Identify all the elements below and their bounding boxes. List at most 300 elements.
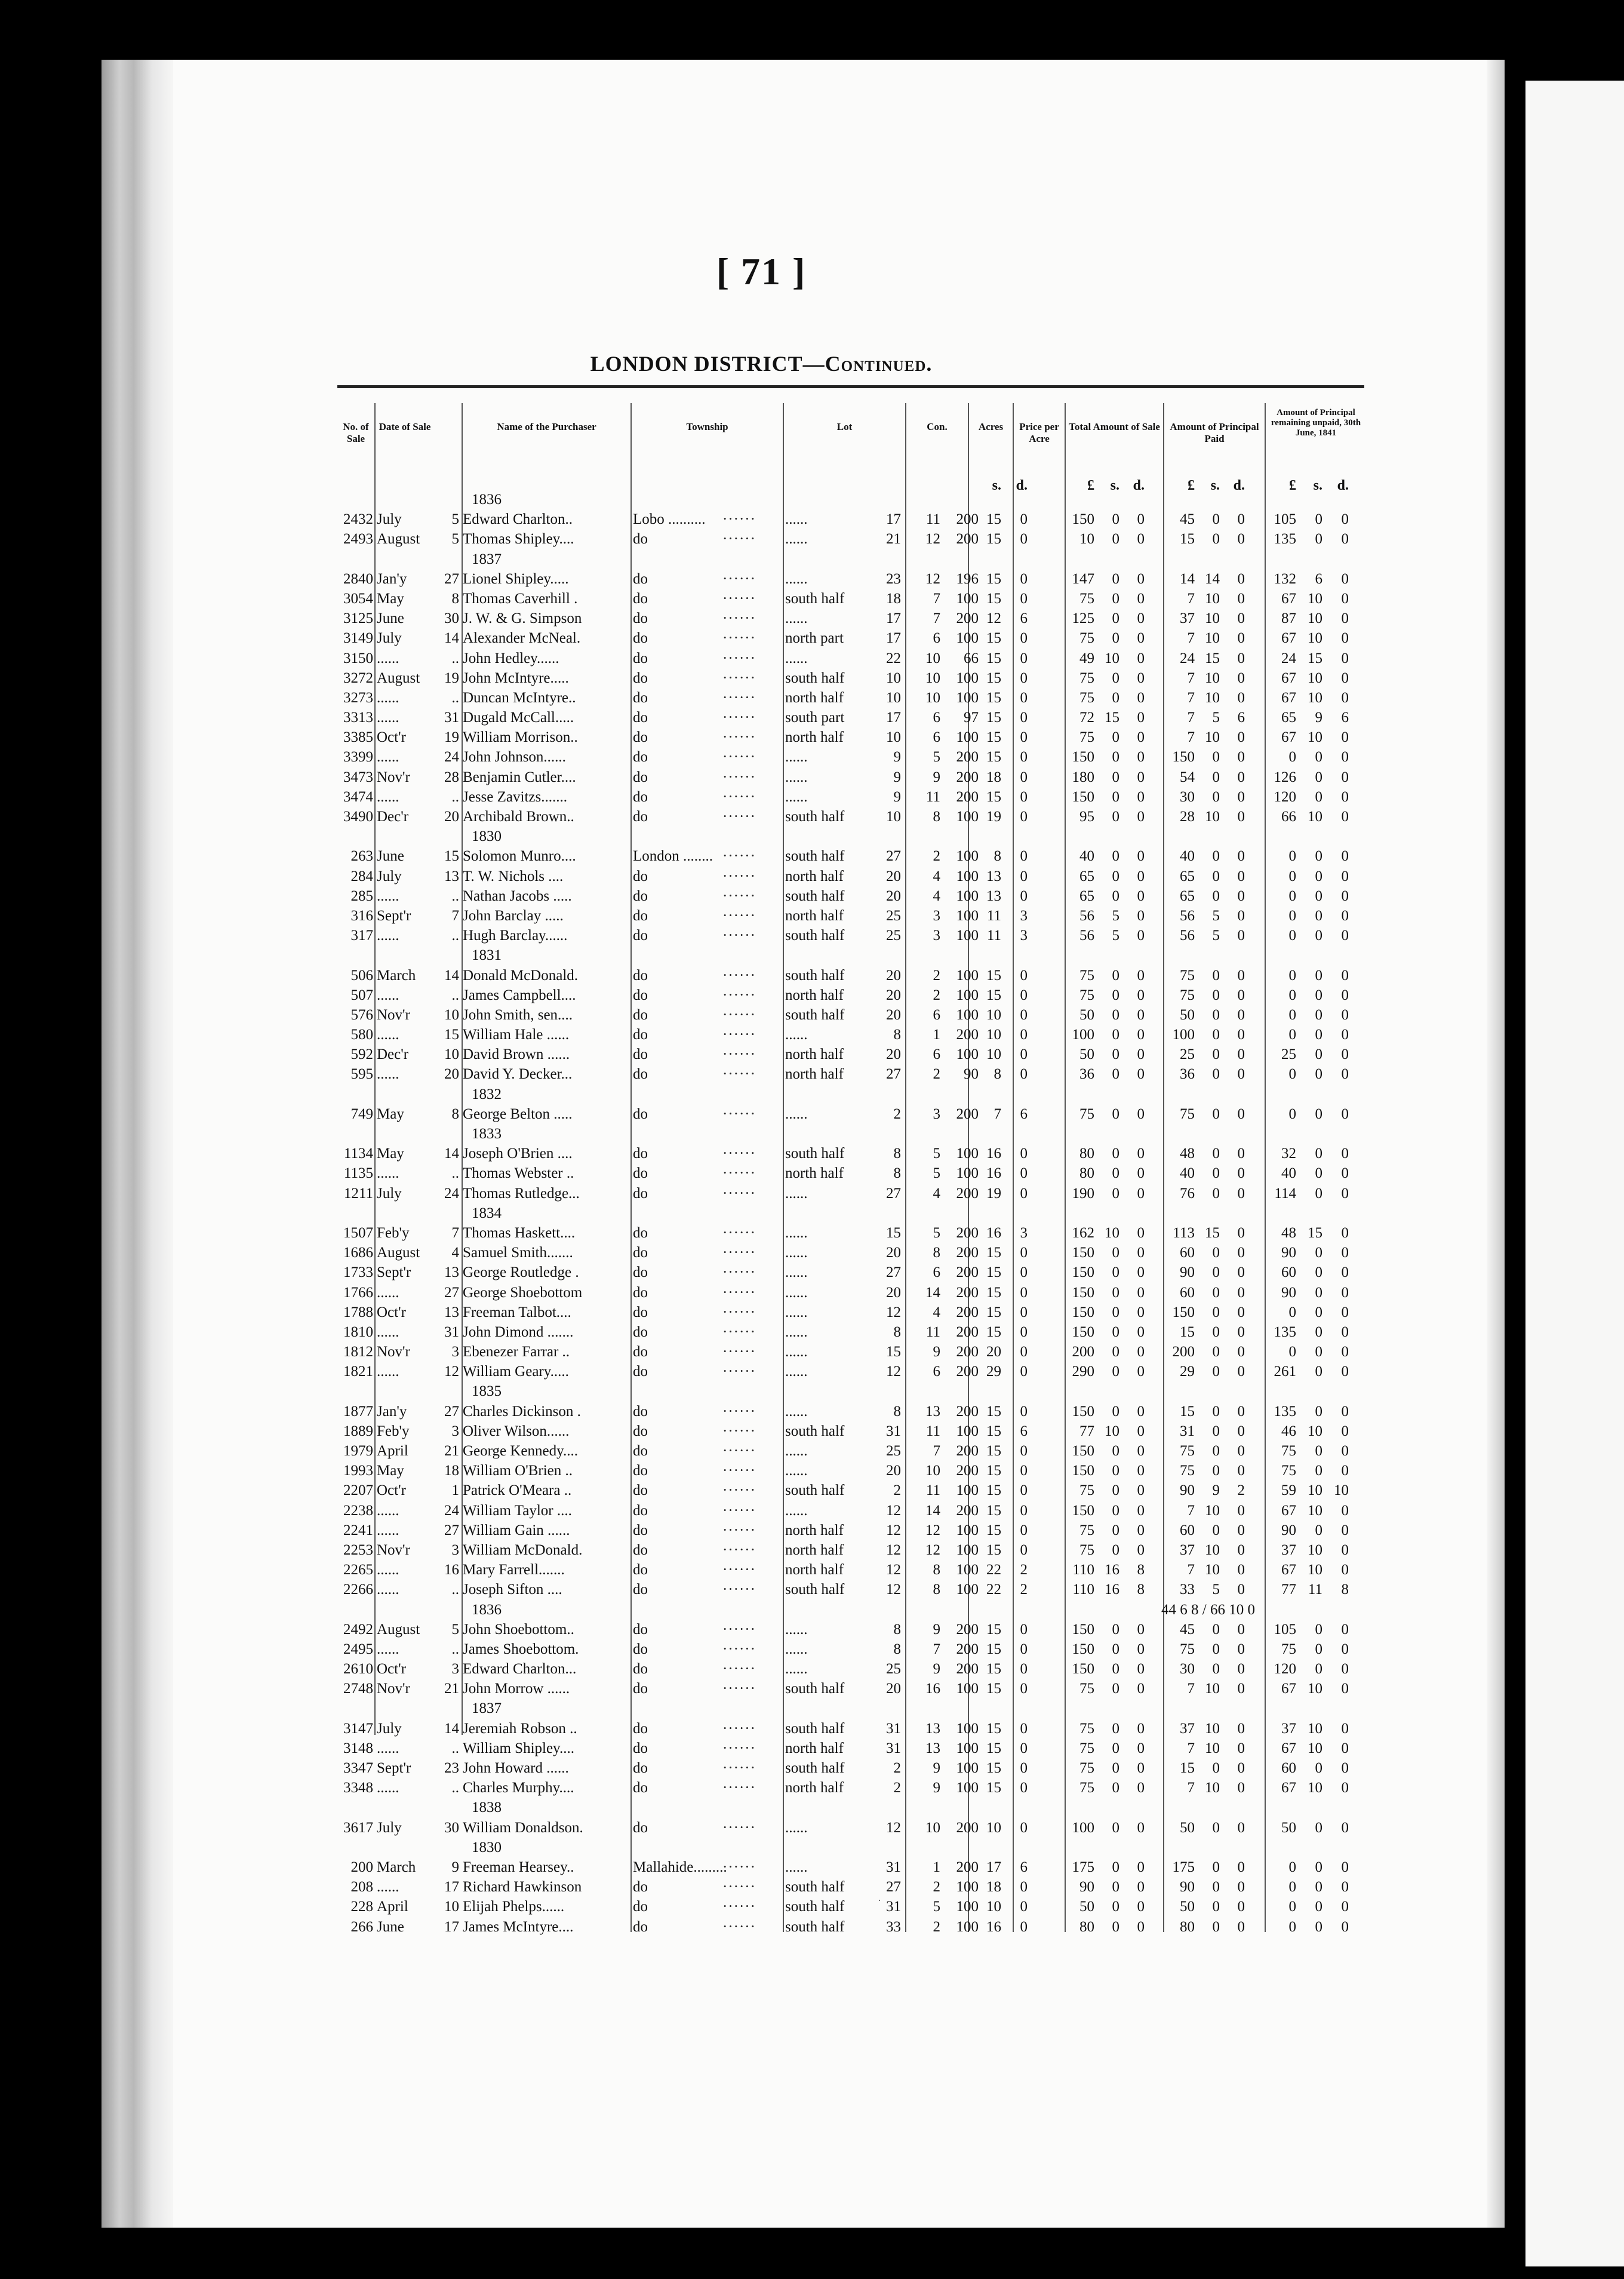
table-row (337, 1639, 1370, 1659)
cell-ud: 6 (1341, 710, 1349, 726)
cell-lot: 12 (886, 1502, 901, 1519)
cell-pps: 0 (1212, 749, 1220, 766)
cell-td: 0 (1137, 1899, 1145, 1915)
cell-no: 2493 (343, 531, 373, 548)
cell-lot: 12 (886, 1304, 901, 1320)
leader-dots: ······ (722, 1562, 756, 1578)
cell-acres: 100 (956, 1562, 979, 1578)
cell-name: James Shoebottom. (463, 1641, 579, 1657)
cell-town: do (633, 1899, 648, 1915)
facing-page-edge (1525, 81, 1624, 2266)
cell-td: 0 (1137, 590, 1145, 607)
leader-dots: ······ (722, 1720, 756, 1737)
cell-town: do (633, 868, 648, 884)
cell-lot: 20 (886, 887, 901, 904)
cell-month: ...... (377, 1740, 399, 1756)
cell-pd: 2 (1020, 1562, 1028, 1578)
cell-ps: 10 (986, 1027, 1001, 1043)
cell-pl: 60 (1180, 1522, 1195, 1538)
cell-month: May (377, 590, 404, 607)
cell-name: William Hale ...... (463, 1027, 570, 1043)
table-row (337, 1402, 1370, 1421)
cell-month: ...... (377, 1581, 399, 1598)
cell-ul: 0 (1288, 907, 1296, 924)
cell-part: south half (785, 669, 845, 686)
cell-ppd: 0 (1237, 1284, 1245, 1301)
cell-acres: 200 (956, 1027, 979, 1043)
cell-ppd: 0 (1237, 809, 1245, 825)
cell-ud: 0 (1341, 610, 1349, 627)
page-edge (102, 60, 173, 2228)
cell-no: 3473 (343, 769, 373, 785)
cell-lot: 20 (886, 1245, 901, 1261)
cell-town: do (633, 1027, 648, 1043)
cell-pl: 7 (1187, 1502, 1195, 1519)
cell-lot: 25 (886, 1443, 901, 1459)
cell-part: ...... (785, 1819, 808, 1836)
cell-part: north half (785, 1046, 844, 1063)
cell-pl: 150 (1172, 1304, 1195, 1320)
cell-day: .. (451, 1780, 459, 1796)
cell-ul: 67 (1281, 590, 1296, 607)
table-row (337, 1005, 1370, 1025)
cell-con: 2 (933, 1918, 940, 1935)
cell-ts: 0 (1112, 1463, 1119, 1479)
cell-town: do (633, 1562, 648, 1578)
cell-lot: 27 (886, 1264, 901, 1281)
cell-ppd: 0 (1237, 1245, 1245, 1261)
cell-con: 6 (933, 710, 940, 726)
cell-con: 7 (933, 610, 940, 627)
cell-ul: 0 (1288, 1027, 1296, 1043)
cell-tl: 75 (1079, 729, 1094, 746)
cell-pd: 0 (1020, 1502, 1028, 1519)
cell-ud: 0 (1341, 1661, 1349, 1678)
cell-town: do (633, 1423, 648, 1439)
table-row (337, 1283, 1370, 1303)
cell-ts: 0 (1112, 1918, 1119, 1935)
cell-ts: 0 (1112, 590, 1119, 607)
cell-ppd: 0 (1237, 1145, 1245, 1162)
cell-part: ...... (785, 1284, 808, 1301)
cell-acres: 200 (956, 1224, 979, 1241)
cell-tl: 150 (1072, 1443, 1094, 1459)
cell-ul: 75 (1281, 1463, 1296, 1479)
cell-month: Dec'r (377, 809, 409, 825)
cell-no: 3347 (343, 1760, 373, 1776)
cell-us: 10 (1308, 610, 1322, 627)
cell-no: 284 (350, 868, 373, 884)
cell-ts: 0 (1112, 1780, 1119, 1796)
cell-tl: 100 (1072, 1027, 1094, 1043)
currency-unit-label: d. (1337, 478, 1349, 493)
cell-tl: 75 (1079, 669, 1094, 686)
cell-part: north half (785, 907, 844, 924)
cell-us: 0 (1315, 967, 1322, 984)
cell-name: John Morrow ...... (463, 1681, 570, 1697)
cell-town: do (633, 987, 648, 1003)
leader-dots: ······ (722, 1522, 756, 1538)
cell-pl: 65 (1180, 887, 1195, 904)
cell-ps: 15 (986, 1720, 1001, 1737)
cell-td: 0 (1137, 1363, 1145, 1380)
cell-pps: 0 (1212, 1264, 1220, 1281)
leader-dots: ······ (722, 710, 756, 726)
cell-tl: 50 (1079, 1899, 1094, 1915)
cell-lot: 20 (886, 1006, 901, 1023)
cell-pl: 15 (1180, 1403, 1195, 1420)
cell-ud: 0 (1341, 1403, 1349, 1420)
cell-no: 3617 (343, 1819, 373, 1836)
cell-con: 13 (925, 1740, 940, 1756)
cell-pl: 7 (1187, 669, 1195, 686)
cell-us: 0 (1315, 1661, 1322, 1678)
cell-pps: 0 (1212, 887, 1220, 904)
leader-dots: ······ (722, 1344, 756, 1360)
cell-ppd: 0 (1237, 689, 1245, 706)
cell-ul: 37 (1281, 1720, 1296, 1737)
cell-month: July (377, 868, 402, 884)
cell-con: 5 (933, 1145, 940, 1162)
cell-town: do (633, 1363, 648, 1380)
table-row (337, 1679, 1370, 1698)
cell-ts: 0 (1112, 1264, 1119, 1281)
cell-lot: 9 (893, 769, 901, 785)
cell-ps: 15 (986, 1621, 1001, 1638)
cell-day: 18 (444, 1463, 459, 1479)
cell-tl: 75 (1079, 1780, 1094, 1796)
cell-ps: 15 (986, 1403, 1001, 1420)
table-row (337, 1441, 1370, 1461)
table-row (337, 1778, 1370, 1798)
cell-pps: 10 (1205, 809, 1220, 825)
cell-td: 0 (1137, 1641, 1145, 1657)
cell-town: do (633, 1740, 648, 1756)
cell-us: 0 (1315, 1918, 1322, 1935)
cell-town: London ........ (633, 848, 713, 865)
cell-ts: 0 (1112, 689, 1119, 706)
cell-month: June (377, 1918, 404, 1935)
cell-pl: 31 (1180, 1423, 1195, 1439)
cell-month: Feb'y (377, 1224, 410, 1241)
cell-pd: 0 (1020, 650, 1028, 666)
cell-ts: 0 (1112, 848, 1119, 865)
cell-town: do (633, 729, 648, 746)
cell-ud: 0 (1341, 987, 1349, 1003)
cell-pd: 0 (1020, 531, 1028, 548)
cell-name: Duncan McIntyre.. (463, 689, 576, 706)
cell-ud: 0 (1341, 1780, 1349, 1796)
cell-ul: 132 (1274, 570, 1296, 587)
cell-acres: 100 (956, 1720, 979, 1737)
cell-ppd: 0 (1237, 590, 1245, 607)
cell-no: 749 (350, 1105, 373, 1122)
cell-tl: 36 (1079, 1066, 1094, 1083)
cell-month: Nov'r (377, 769, 410, 785)
cell-ul: 67 (1281, 1740, 1296, 1756)
cell-con: 9 (933, 1621, 940, 1638)
leader-dots: ······ (722, 1403, 756, 1420)
cell-acres: 100 (956, 1760, 979, 1776)
table-row (337, 1243, 1370, 1263)
cell-lot: 2 (893, 1105, 901, 1122)
cell-name: William Taylor .... (463, 1502, 572, 1519)
cell-month: ...... (377, 1284, 399, 1301)
cell-pps: 5 (1212, 907, 1220, 924)
cell-day: 3 (451, 1661, 459, 1678)
cell-ud: 0 (1341, 927, 1349, 944)
year-row (337, 490, 1370, 509)
cell-tl: 75 (1079, 1541, 1094, 1558)
cell-ppd: 0 (1237, 769, 1245, 785)
cell-part: south half (785, 1581, 845, 1598)
cell-ps: 16 (986, 1165, 1001, 1182)
cell-name: David Y. Decker... (463, 1066, 573, 1083)
cell-ps: 15 (986, 729, 1001, 746)
table-row (337, 846, 1370, 866)
cell-acres: 100 (956, 927, 979, 944)
top-rule (337, 385, 1364, 388)
cell-acres: 200 (956, 1502, 979, 1519)
cell-ps: 10 (986, 1006, 1001, 1023)
cell-ts: 5 (1112, 927, 1119, 944)
cell-con: 2 (933, 1879, 940, 1896)
cell-ul: 67 (1281, 1681, 1296, 1697)
cell-pd: 0 (1020, 1463, 1028, 1479)
cell-no: 3474 (343, 788, 373, 805)
cell-ppd: 0 (1237, 1165, 1245, 1182)
leader-dots: ······ (722, 1621, 756, 1638)
cell-tl: 150 (1072, 1502, 1094, 1519)
cell-town: do (633, 650, 648, 666)
cell-day: 14 (444, 630, 459, 647)
cell-ud: 0 (1341, 1918, 1349, 1935)
cell-ps: 15 (986, 1245, 1001, 1261)
cell-day: .. (451, 650, 459, 666)
table-row (337, 926, 1370, 945)
cell-con: 6 (933, 1264, 940, 1281)
cell-town: do (633, 1046, 648, 1063)
cell-ppd: 0 (1237, 1760, 1245, 1776)
cell-ts: 16 (1105, 1562, 1119, 1578)
cell-td: 0 (1137, 689, 1145, 706)
cell-part: north half (785, 868, 844, 884)
cell-lot: 18 (886, 590, 901, 607)
cell-lot: 20 (886, 1046, 901, 1063)
cell-ps: 29 (986, 1363, 1001, 1380)
leader-dots: ······ (722, 570, 756, 587)
cell-town: do (633, 1323, 648, 1340)
cell-day: 14 (444, 1145, 459, 1162)
page-gutter-shadow (1487, 60, 1505, 2228)
cell-lot: 20 (886, 967, 901, 984)
cell-part: ...... (785, 749, 808, 766)
cell-td: 0 (1137, 1681, 1145, 1697)
table-row (337, 1144, 1370, 1163)
cell-name: Edward Charlton... (463, 1661, 577, 1678)
cell-pd: 0 (1020, 630, 1028, 647)
cell-td: 8 (1137, 1562, 1145, 1578)
cell-town: do (633, 689, 648, 706)
cell-month: ...... (377, 710, 399, 726)
cell-ud: 0 (1341, 1304, 1349, 1320)
cell-td: 0 (1137, 610, 1145, 627)
cell-town: do (633, 1581, 648, 1598)
cell-lot: 8 (893, 1641, 901, 1657)
cell-ppd: 0 (1237, 1661, 1245, 1678)
currency-unit-label: s. (992, 478, 1001, 493)
leader-dots: ······ (722, 1165, 756, 1182)
cell-pl: 90 (1180, 1482, 1195, 1499)
cell-pd: 0 (1020, 1027, 1028, 1043)
cell-pps: 0 (1212, 1918, 1220, 1935)
cell-pl: 30 (1180, 788, 1195, 805)
cell-us: 10 (1308, 1720, 1322, 1737)
cell-part: ...... (785, 531, 808, 548)
cell-part: ...... (785, 1185, 808, 1202)
cell-ppd: 0 (1237, 1641, 1245, 1657)
cell-town: do (633, 1760, 648, 1776)
cell-part: north half (785, 1740, 844, 1756)
cell-part: ...... (785, 1027, 808, 1043)
cell-no: 1134 (343, 1145, 373, 1162)
leader-dots: ······ (722, 1641, 756, 1657)
cell-pl: 100 (1172, 1027, 1195, 1043)
cell-lot: 2 (893, 1760, 901, 1776)
cell-pd: 6 (1020, 1423, 1028, 1439)
cell-pl: 75 (1180, 1105, 1195, 1122)
cell-ul: 59 (1281, 1482, 1296, 1499)
cell-lot: 27 (886, 1185, 901, 1202)
cell-name: William Gain ...... (463, 1522, 570, 1538)
cell-town: do (633, 1661, 648, 1678)
cell-name: George Routledge . (463, 1264, 579, 1281)
leader-dots: ······ (722, 1859, 756, 1875)
leader-dots: ······ (722, 1264, 756, 1281)
table-row (337, 688, 1370, 708)
cell-ul: 135 (1274, 531, 1296, 548)
cell-ud: 10 (1334, 1482, 1349, 1499)
cell-ud: 0 (1341, 1264, 1349, 1281)
cell-tl: 65 (1079, 868, 1094, 884)
cell-ts: 0 (1112, 1443, 1119, 1459)
cell-acres: 100 (956, 868, 979, 884)
cell-pps: 10 (1205, 1720, 1220, 1737)
cell-pd: 0 (1020, 1344, 1028, 1360)
cell-ud: 0 (1341, 1720, 1349, 1737)
cell-pps: 0 (1212, 1304, 1220, 1320)
cell-month: Oct'r (377, 1482, 406, 1499)
cell-us: 0 (1315, 1304, 1322, 1320)
cell-name: Patrick O'Meara .. (463, 1482, 572, 1499)
cell-part: north half (785, 1066, 844, 1083)
cell-part: ...... (785, 1224, 808, 1241)
cell-name: Charles Murphy.... (463, 1780, 574, 1796)
cell-acres: 100 (956, 1541, 979, 1558)
cell-no: 507 (350, 987, 373, 1003)
cell-no: 3385 (343, 729, 373, 746)
year-label: 1833 (472, 1126, 502, 1142)
cell-ul: 67 (1281, 669, 1296, 686)
cell-ul: 37 (1281, 1541, 1296, 1558)
cell-ts: 0 (1112, 1046, 1119, 1063)
cell-town: do (633, 1502, 648, 1519)
cell-pd: 0 (1020, 1304, 1028, 1320)
cell-pl: 30 (1180, 1661, 1195, 1678)
cell-no: 3273 (343, 689, 373, 706)
leader-dots: ······ (722, 927, 756, 944)
cell-tl: 180 (1072, 769, 1094, 785)
table-row (337, 1322, 1370, 1342)
cell-acres: 200 (956, 769, 979, 785)
cell-no: 1211 (343, 1185, 373, 1202)
cell-ppd: 0 (1237, 1046, 1245, 1063)
cell-ps: 13 (986, 868, 1001, 884)
table-row (337, 767, 1370, 787)
cell-month: July (377, 511, 402, 528)
cell-con: 10 (925, 650, 940, 666)
cell-month: ...... (377, 887, 399, 904)
cell-td: 0 (1137, 1522, 1145, 1538)
cell-con: 16 (925, 1681, 940, 1697)
cell-ts: 0 (1112, 1482, 1119, 1499)
cell-name: Donald McDonald. (463, 967, 579, 984)
cell-lot: 25 (886, 1661, 901, 1678)
cell-tl: 75 (1079, 1760, 1094, 1776)
cell-tl: 150 (1072, 1245, 1094, 1261)
cell-ppd: 2 (1237, 1482, 1245, 1499)
table-row (337, 1540, 1370, 1560)
header-total: Total Amount of Sale (1065, 403, 1163, 475)
year-row (337, 1203, 1370, 1223)
cell-pd: 0 (1020, 987, 1028, 1003)
row-note: 44 6 8 / 66 10 0 (1161, 1601, 1255, 1618)
leader-dots: ······ (722, 610, 756, 627)
cell-con: 13 (925, 1720, 940, 1737)
cell-acres: 66 (964, 650, 979, 666)
cell-ud: 0 (1341, 1621, 1349, 1638)
cell-ppd: 0 (1237, 1621, 1245, 1638)
cell-ps: 15 (986, 511, 1001, 528)
cell-acres: 100 (956, 1681, 979, 1697)
cell-ppd: 0 (1237, 1681, 1245, 1697)
cell-ps: 15 (986, 710, 1001, 726)
cell-acres: 100 (956, 1006, 979, 1023)
cell-pl: 40 (1180, 1165, 1195, 1182)
cell-town: do (633, 1522, 648, 1538)
cell-lot: 23 (886, 570, 901, 587)
cell-pl: 29 (1180, 1363, 1195, 1380)
cell-part: south half (785, 1006, 845, 1023)
cell-ul: 0 (1288, 848, 1296, 865)
cell-day: 10 (444, 1899, 459, 1915)
cell-pd: 0 (1020, 1264, 1028, 1281)
cell-ts: 0 (1112, 868, 1119, 884)
cell-pps: 0 (1212, 531, 1220, 548)
cell-ppd: 6 (1237, 710, 1245, 726)
cell-td: 0 (1137, 1245, 1145, 1261)
cell-td: 0 (1137, 1621, 1145, 1638)
cell-tl: 200 (1072, 1344, 1094, 1360)
cell-town: do (633, 1245, 648, 1261)
leader-dots: ······ (722, 987, 756, 1003)
cell-name: James Campbell.... (463, 987, 576, 1003)
cell-month: Feb'y (377, 1423, 410, 1439)
cell-con: 2 (933, 848, 940, 865)
cell-ud: 0 (1341, 788, 1349, 805)
cell-us: 11 (1308, 1581, 1322, 1598)
cell-pl: 37 (1180, 1720, 1195, 1737)
